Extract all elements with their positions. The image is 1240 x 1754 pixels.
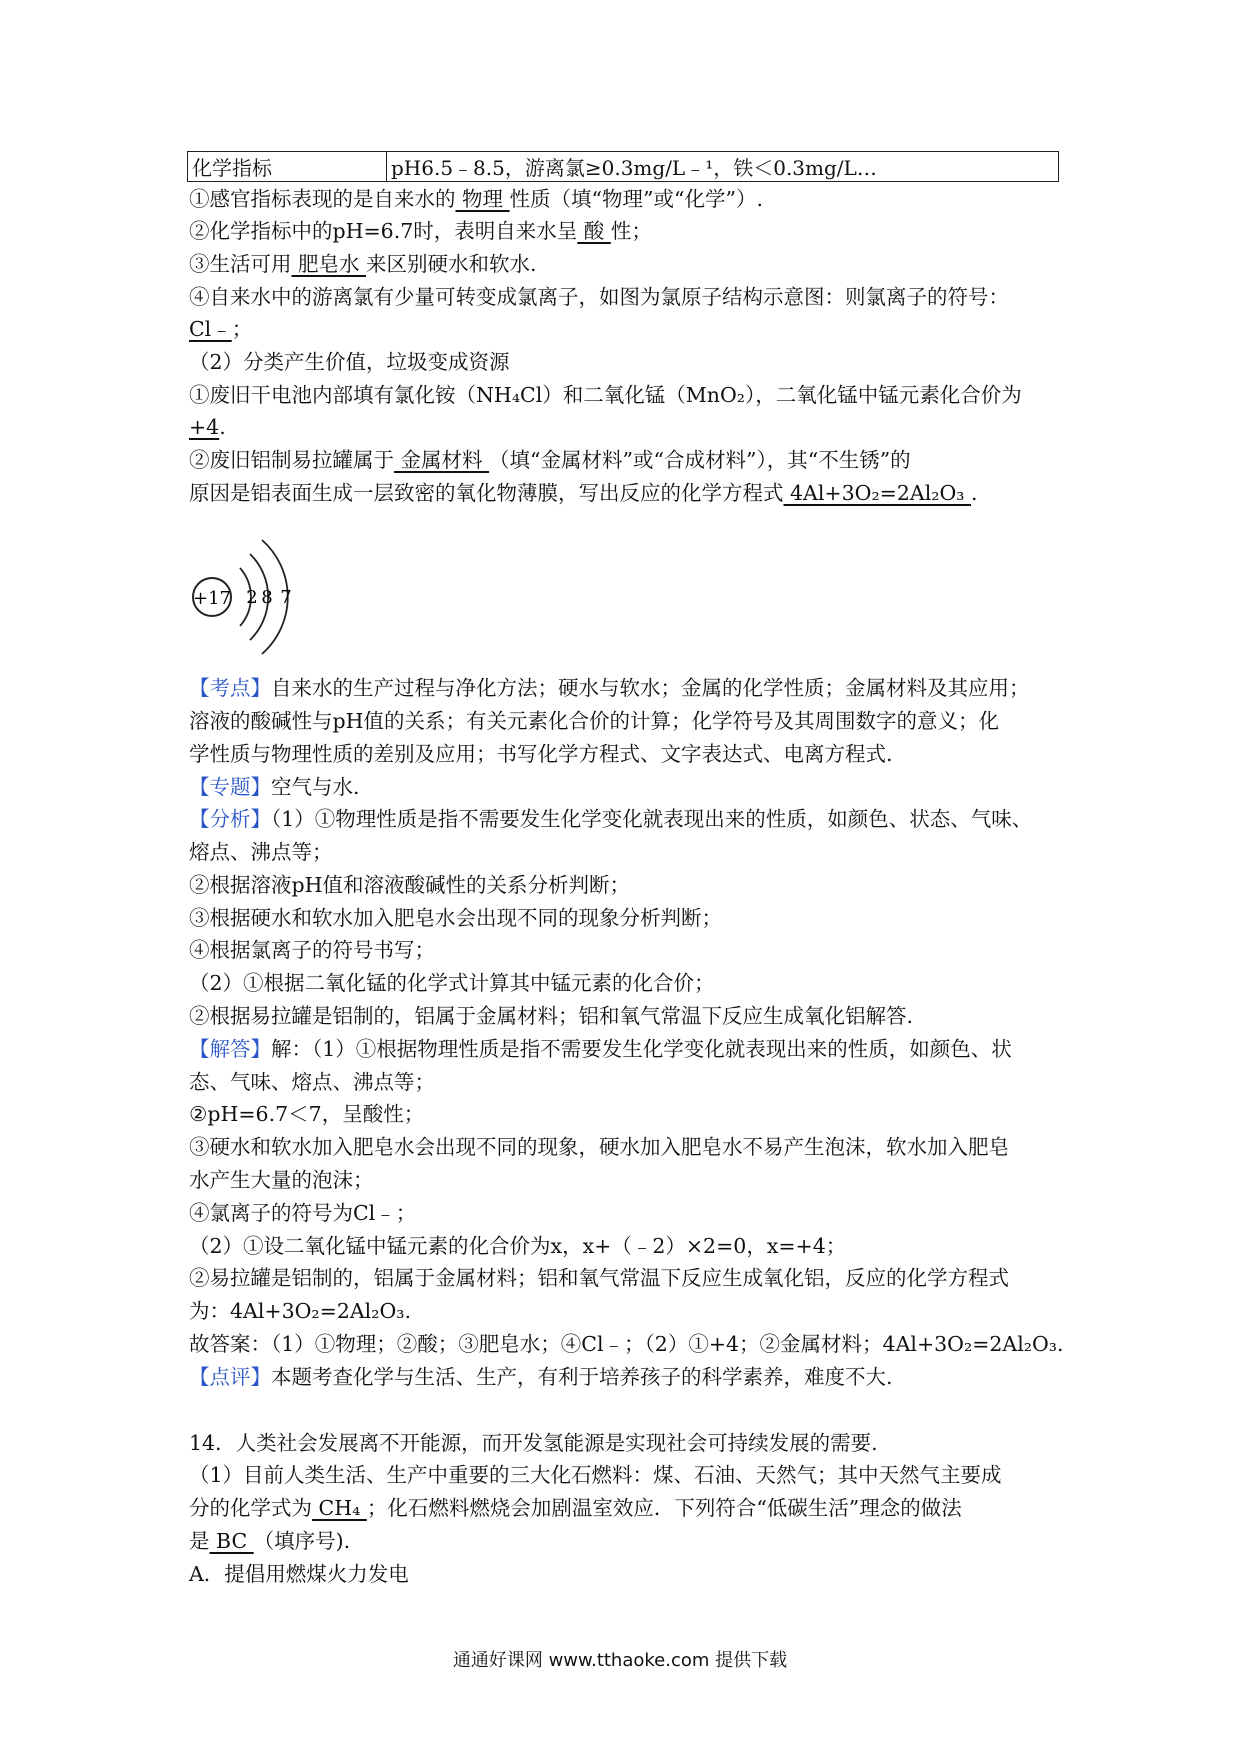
chlorine-atom-structure-diagram xyxy=(188,526,308,676)
text: ①感官指标表现的是自来水的 xyxy=(189,187,456,211)
question-14-option-a: A．提倡用燃煤火力发电 xyxy=(189,1562,409,1586)
text: （1）①物理性质是指不需要发生化学变化就表现出来的性质，如颜色、状态、气味、 xyxy=(271,807,1033,831)
zhuanti-tag: 【专题】 xyxy=(189,775,271,799)
fenxi-tag: 【分析】 xyxy=(189,807,271,831)
jieda-line-8: ②易拉罐是铝制的，铝属于金属材料；铝和氧气常温下反应生成氧化铝，反应的化学方程式 xyxy=(189,1266,1009,1290)
text: 本题考查化学与生活、生产，有利于培养孩子的科学素养，难度不大. xyxy=(271,1365,893,1389)
zhuanti-line xyxy=(189,771,1059,803)
answer-line-7: ①废旧干电池内部填有氯化铵（NH₄Cl）和二氧化锰（MnO₂），二氧化锰中锰元素化合价为 xyxy=(189,383,1022,407)
jieda-line-2: 态、气味、熔点、沸点等； xyxy=(189,1070,435,1094)
answer-blank: 肥皂水 xyxy=(291,252,367,276)
dianping-tag: 【点评】 xyxy=(189,1365,271,1389)
jieda-line-7: （2）①设二氧化锰中锰元素的化合价为x，x+（﹣2）×2=0，x=+4； xyxy=(189,1234,847,1258)
text: 来区别硬水和软水. xyxy=(366,252,537,276)
answer-line-9 xyxy=(189,444,1059,476)
section-2-heading: （2）分类产生价值，垃圾变成资源 xyxy=(189,350,510,374)
fenxi-line-4: ③根据硬水和软水加入肥皂水会出现不同的现象分析判断； xyxy=(189,906,722,930)
text: ②废旧铝制易拉罐属于 xyxy=(189,448,394,472)
fenxi-line-5: ④根据氯离子的符号书写； xyxy=(189,938,435,962)
answer-line-2 xyxy=(189,215,1059,247)
jieda-line-4: ③硬水和软水加入肥皂水会出现不同的现象，硬水加入肥皂水不易产生泡沫，软水加入肥皂 xyxy=(189,1135,1009,1159)
text: ③生活可用 xyxy=(189,252,292,276)
indicator-table xyxy=(187,151,1059,182)
table-cell-label: 化学指标 xyxy=(188,152,387,182)
jieda-tag: 【解答】 xyxy=(189,1037,271,1061)
text: （填序号). xyxy=(253,1529,351,1553)
table-row xyxy=(188,152,1059,182)
answer-blank: BC xyxy=(209,1529,254,1553)
text: 性； xyxy=(610,219,652,243)
answer-blank: 酸 xyxy=(577,219,611,243)
answer-line-1 xyxy=(189,183,1059,215)
shell-electron-count: 7 xyxy=(280,587,292,608)
nucleus-charge: +17 xyxy=(193,588,231,609)
fenxi-line-2: 熔点、沸点等； xyxy=(189,840,333,864)
text: ②化学指标中的pH=6.7时，表明自来水呈 xyxy=(189,219,578,243)
text: 自来水的生产过程与净化方法；硬水与软水；金属的化学性质；金属材料及其应用； xyxy=(271,676,1030,700)
text: 性质（填“物理”或“化学”）. xyxy=(509,187,763,211)
text: . xyxy=(971,481,978,505)
kaodian-line-2: 溶液的酸碱性与pH值的关系；有关元素化合价的计算；化学符号及其周围数字的意义；化 xyxy=(189,709,999,733)
text: 分的化学式为 xyxy=(189,1496,312,1520)
question-14-line-4 xyxy=(189,1525,1059,1557)
text: . xyxy=(219,415,226,439)
text: 原因是铝表面生成一层致密的氧化物薄膜，写出反应的化学方程式 xyxy=(189,481,784,505)
dianping-line xyxy=(189,1361,1059,1393)
kaodian-line-3: 学性质与物理性质的差别及应用；书写化学方程式、文字表达式、电离方程式. xyxy=(189,742,893,766)
fenxi-line-1 xyxy=(189,803,1059,835)
jieda-line-6: ④氯离子的符号为Cl﹣； xyxy=(189,1201,417,1225)
question-14-line-2: （1）目前人类生活、生产中重要的三大化石燃料：煤、石油、天然气；其中天然气主要成 xyxy=(189,1463,1002,1487)
answer-blank: CH₄ xyxy=(312,1496,367,1520)
answer-line-8 xyxy=(189,411,1059,443)
jieda-line-5: 水产生大量的泡沫； xyxy=(189,1168,374,1192)
text: ； xyxy=(231,317,253,341)
fenxi-line-6: （2）①根据二氧化锰的化学式计算其中锰元素的化合价； xyxy=(189,971,715,995)
question-14-line-3 xyxy=(189,1492,1059,1524)
answer-blank: +4 xyxy=(189,415,220,439)
fenxi-line-7: ②根据易拉罐是铝制的，铝属于金属材料；铝和氧气常温下反应生成氧化铝解答. xyxy=(189,1004,914,1028)
jieda-line-3: ②pH=6.7＜7，呈酸性； xyxy=(189,1102,425,1126)
answer-line-5 xyxy=(189,313,1059,345)
answer-line-4: ④自来水中的游离氯有少量可转变成氯离子，如图为氯原子结构示意图：则氯离子的符号： xyxy=(189,285,1009,309)
answer-blank: 4Al+3O₂=2Al₂O₃ xyxy=(783,481,972,505)
table-cell-value: pH6.5﹣8.5，游离氯≥0.3mg/L﹣¹，铁＜0.3mg/L… xyxy=(387,152,1059,182)
answer-line-10 xyxy=(189,477,1059,509)
jieda-line-10: 故答案：（1）①物理；②酸；③肥皂水；④Cl﹣；（2）①+4；②金属材料；4Al+3O₂=2Al₂O₃. xyxy=(189,1332,1064,1356)
text: 是 xyxy=(189,1529,210,1553)
jieda-line-9: 为：4Al+3O₂=2Al₂O₃. xyxy=(189,1299,411,1323)
fenxi-line-3: ②根据溶液pH值和溶液酸碱性的关系分析判断； xyxy=(189,873,630,897)
text: 空气与水. xyxy=(271,775,360,799)
answer-blank: 金属材料 xyxy=(394,448,490,472)
text: ；化石燃料燃烧会加剧温室效应．下列符合“低碳生活”理念的做法 xyxy=(366,1496,962,1520)
shell-electron-count: 2 xyxy=(246,587,258,608)
jieda-line-1 xyxy=(189,1033,1059,1065)
answer-blank: 物理 xyxy=(455,187,510,211)
question-14-line-1: 14．人类社会发展离不开能源，而开发氢能源是实现社会可持续发展的需要. xyxy=(189,1431,878,1455)
page-footer: 通通好课网 www.tthaoke.com 提供下载 xyxy=(452,1650,788,1671)
shell-electron-count: 8 xyxy=(261,587,273,608)
text: （填“金属材料”或“合成材料”），其“不生锈”的 xyxy=(489,448,911,472)
answer-line-3 xyxy=(189,248,1059,280)
text: 解：（1）①根据物理性质是指不需要发生化学变化就表现出来的性质，如颜色、状 xyxy=(271,1037,1012,1061)
kaodian-line-1 xyxy=(189,672,1059,704)
answer-blank: Cl﹣ xyxy=(189,317,232,341)
kaodian-tag: 【考点】 xyxy=(189,676,271,700)
